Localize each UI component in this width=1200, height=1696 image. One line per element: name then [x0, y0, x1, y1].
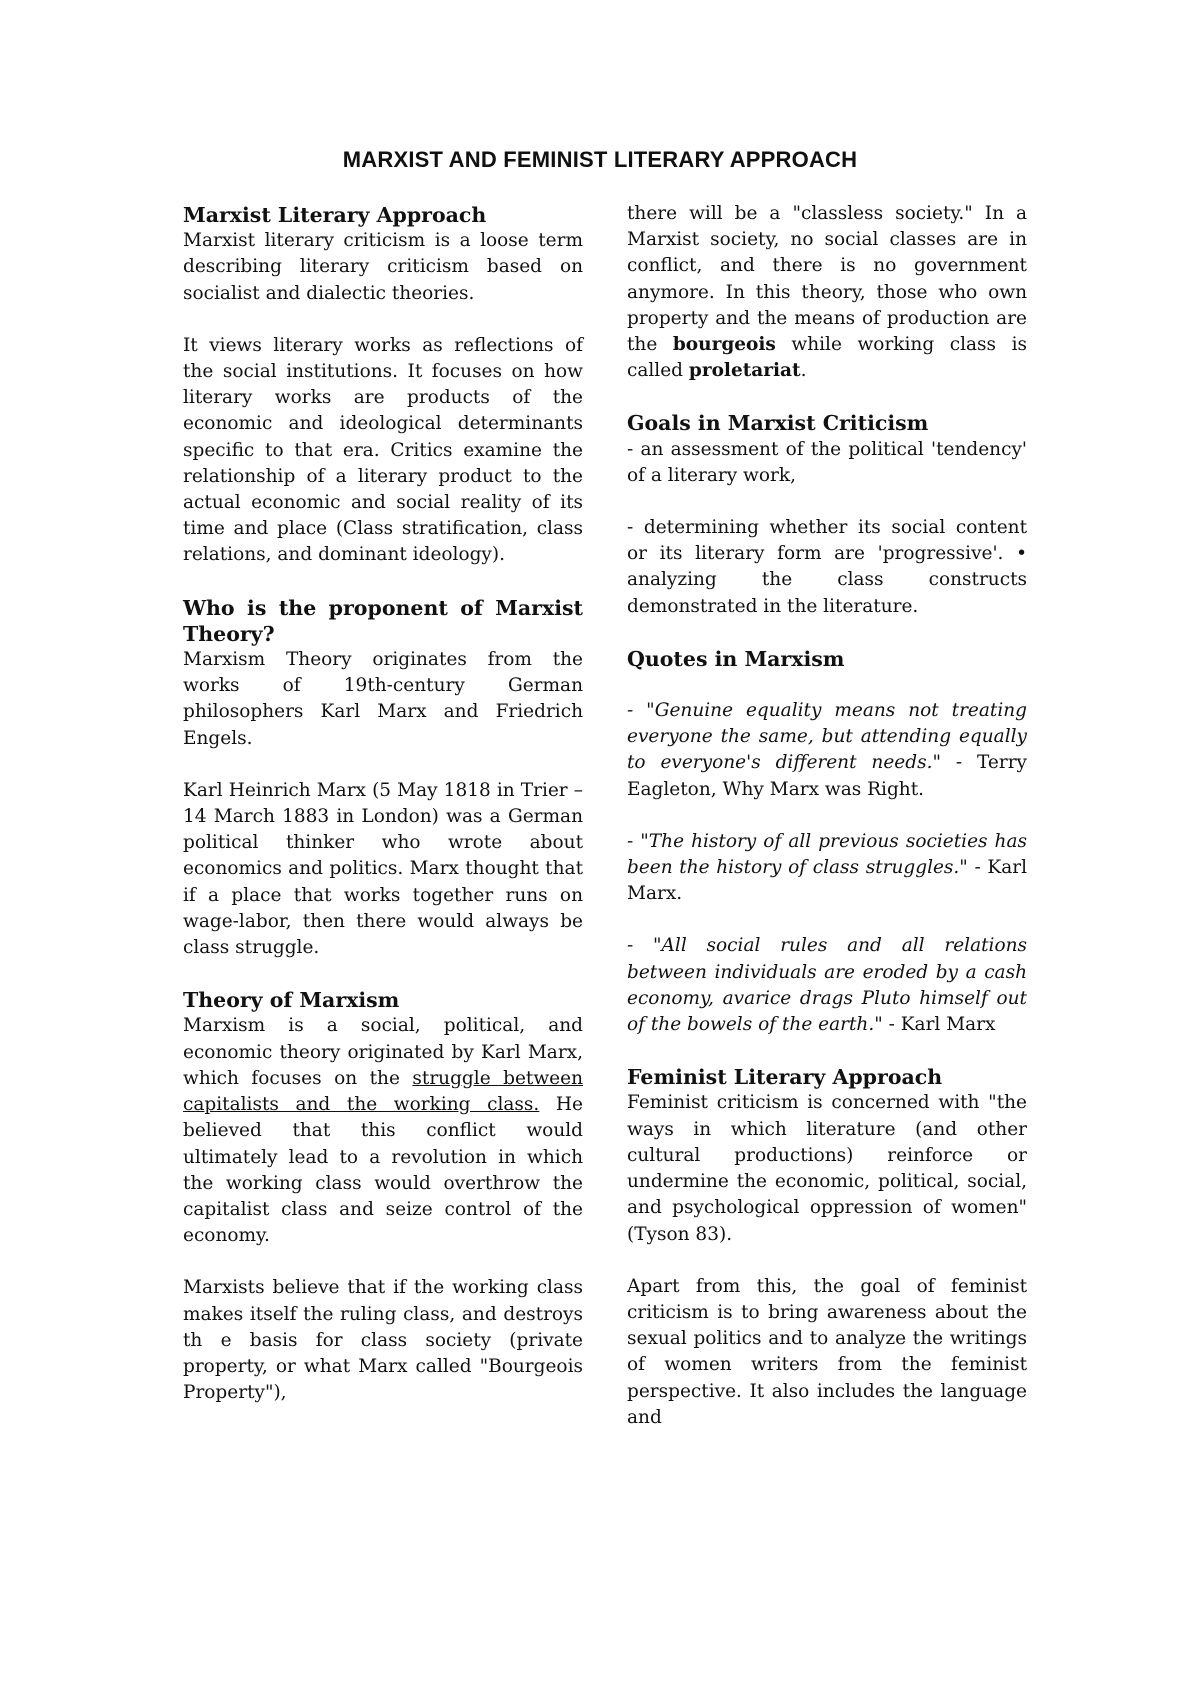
paragraph-feminist-criticism: Feminist criticism is concerned with "the ways in which literature (and other cultural productions) reinforce or undermine the economic, political, social, and psychological oppression of women" (Tyson 83).	[627, 1092, 1027, 1245]
term-bourgeois: bourgeois	[672, 334, 776, 356]
spacer	[627, 672, 1027, 698]
heading-proponent: Who is the proponent of Marxist Theory?	[183, 595, 583, 646]
quote-marx-economy-text: - "All social rules and all relations between individuals are eroded by a cash economy, avarice drags Pluto himself out of the bowels of the earth."	[627, 935, 1027, 1036]
theory-text-end: He believed that this conflict would ultimately lead to a revolution in which the working class would overthrow the capitalist class and seize control of the economy.	[183, 1094, 583, 1247]
heading-goals: Goals in Marxist Criticism	[627, 411, 929, 436]
paragraph-goal-determining: - determining whether its social content or its literary form are 'progressive'. • analyzing the class constructs demonstrated in the literature.	[627, 517, 1027, 617]
underlined-class-struggle: struggle between capitalists and the working class.	[183, 1067, 583, 1116]
document-title: MARXIST AND FEMINIST LITERARY APPROACH	[342, 147, 858, 172]
paragraph-karl-marx-bio: Karl Heinrich Marx (5 May 1818 in Trier – 14 March 1883 in London) was a German political thinker who wrote about economics and politics. Marx thought that if a place that works together runs on wage-labor, then there would always be class struggle.	[183, 779, 583, 959]
paragraph-classless-society	[627, 201, 1027, 384]
classless-text-end: .	[800, 360, 807, 382]
classless-text-start: there will be a "classless society." In a Marxist society, no social classes are in conflict, and there is no government anymore. In this theory, those who own property and the means of production are the	[627, 203, 1027, 356]
quote-marx-history	[627, 829, 1027, 908]
classless-text-mid: while working class is called	[627, 334, 1027, 382]
paragraph-feminist-goal: Apart from this, the goal of feminist criticism is to bring awareness about the sexual politics and to analyze the writings of women writers from the feminist perspective. It also includes the language and	[627, 1275, 1027, 1428]
left-column	[183, 202, 583, 1406]
paragraph-goal-assessment: - an assessment of the political 'tendency' of a literary work,	[627, 438, 1027, 486]
heading-quotes: Quotes in Marxism	[627, 646, 845, 671]
quote-marx-history-source: - Karl Marx.	[627, 857, 1028, 905]
quote-eagleton-source: - Terry Eagleton, Why Marx was Right.	[627, 752, 1027, 800]
theory-text-start: Marxism is a social, political, and economic theory originated by Karl Marx, which focuses on the	[183, 1015, 583, 1089]
paragraph-marxists-believe: Marxists believe that if the working class makes itself the ruling class, and destroys th e basis for class society (private property, or what Marx called "Bourgeois Property"),	[183, 1277, 583, 1404]
heading-marxist-approach: Marxist Literary Approach	[183, 203, 487, 227]
quote-eagleton-text: - "Genuine equality means not treating everyone the same, but attending equally to everyone's different needs."	[627, 700, 1027, 774]
quote-eagleton	[627, 698, 1027, 803]
term-proletariat: proletariat	[688, 360, 801, 382]
paragraph-literary-reflections: It views literary works as reflections of the social institutions. It focuses on how literary works are products of the economic and ideological determinants specific to that era. Critics examine the relationship of a literary product to the actual economic and social reality of its time and place (Class stratification, class relations, and dominant ideology).	[183, 334, 583, 566]
quote-marx-economy-source: - Karl Marx	[882, 1014, 996, 1036]
heading-theory-of-marxism: Theory of Marxism	[183, 988, 400, 1013]
paragraph-marxist-intro: Marxist literary criticism is a loose term describing literary criticism based on socialist and dialectic theories.	[183, 230, 583, 304]
paragraph-theory-origin: Marxism Theory originates from the works of 19th-century German philosophers Karl Marx and Friedrich Engels.	[183, 649, 583, 749]
paragraph-theory-of-marxism	[183, 1013, 583, 1249]
right-column	[627, 202, 1027, 1431]
quote-marx-history-text: - "The history of all previous societies has been the history of class struggles."	[627, 830, 1027, 879]
quote-marx-economy	[627, 933, 1027, 1038]
heading-feminist-approach: Feminist Literary Approach	[627, 1065, 943, 1090]
